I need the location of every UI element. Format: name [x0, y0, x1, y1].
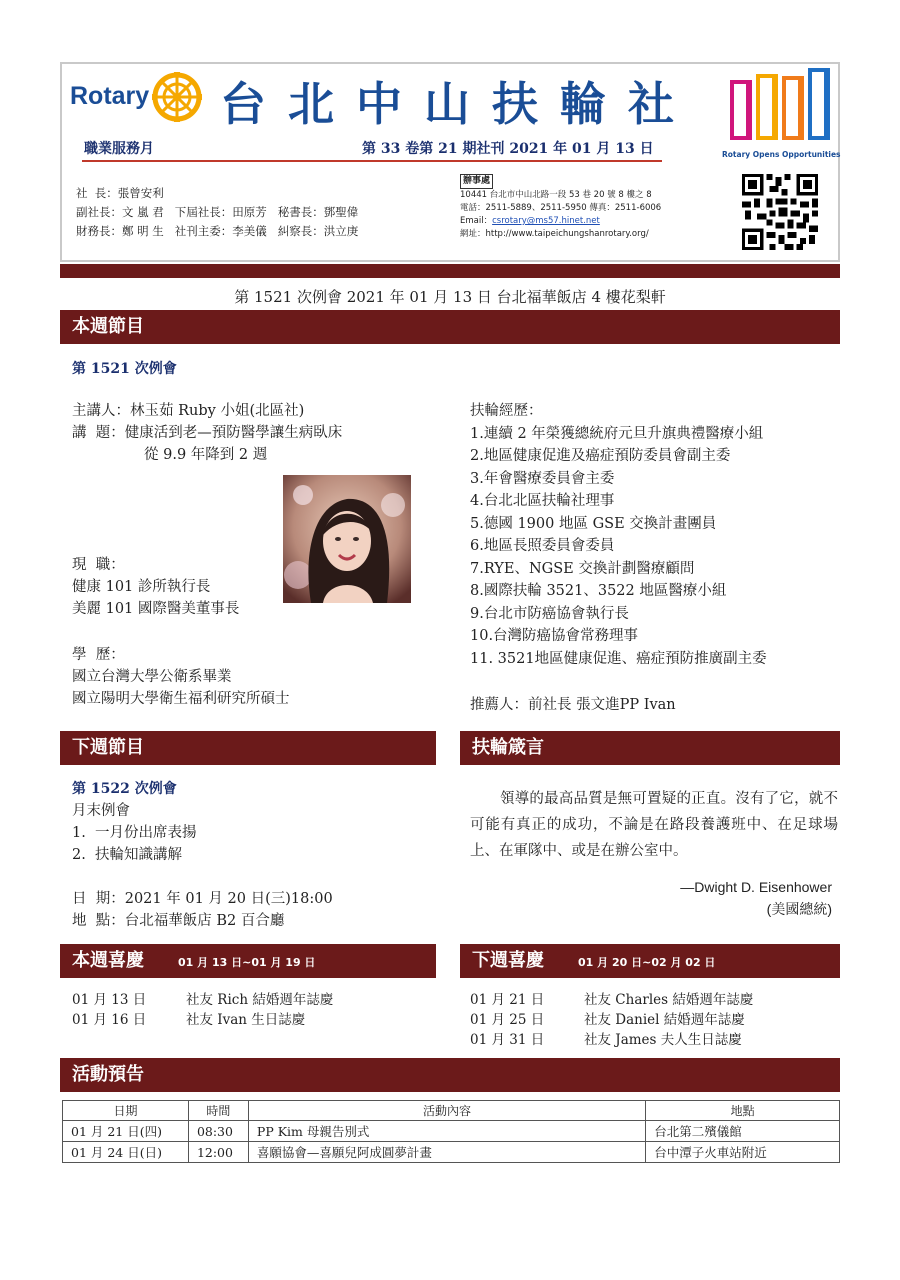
motto-author-block — [470, 876, 832, 920]
next-week-subtitle: 月末例會 — [72, 803, 130, 819]
next-week-details — [72, 888, 333, 932]
rotary-history-item: 8.國際扶輪 3521、3522 地區醫療小組 — [470, 583, 727, 599]
meeting-line: 第 1521 次例會 2021 年 01 月 13 日 台北福華飯店 4 樓花梨軒 — [234, 288, 666, 306]
rotary-history-item: 1.連續 2 年榮獲總統府元旦升旗典禮醫療小組 — [470, 425, 764, 442]
table-row — [63, 1121, 840, 1142]
rotary-history-label: 扶輪經歷： — [470, 403, 543, 419]
rotary-history-item: 5.德國 1900 地區 GSE 交換計畫團員 — [470, 515, 717, 532]
email-link[interactable]: csrotary@ms57.hinet.net — [492, 216, 600, 226]
events-header-place: 地點 — [646, 1101, 840, 1121]
celebrate-next-list — [470, 990, 753, 1050]
this-week-bar-label: 本週節目 — [72, 316, 144, 337]
next-week-block — [72, 800, 197, 866]
next-week-bar — [60, 731, 436, 765]
next-week-item: 1. 一月份出席表揚 — [72, 825, 197, 841]
events-header-row — [63, 1101, 840, 1121]
celebrate-this-bar — [60, 944, 436, 978]
events-bar — [60, 1058, 840, 1092]
rotary-wheel-icon — [152, 72, 202, 122]
officers-line: 財務長：鄭 明 生 社刊主委：李美儀 糾察長：洪立庚 — [76, 224, 359, 238]
event-date: 01 月 24 日(日) — [63, 1142, 189, 1163]
events-header-time: 時間 — [188, 1101, 248, 1121]
event-place: 台中潭子火車站附近 — [646, 1142, 840, 1163]
celebrate-row — [470, 990, 753, 1010]
position-block — [72, 554, 239, 620]
event-content: 喜願協會—喜願兒阿成圓夢計畫 — [248, 1142, 645, 1163]
rotary-history-block — [470, 400, 767, 670]
issue-line: 第 33 卷第 21 期社刊 2021 年 01 月 13 日 — [362, 141, 654, 157]
event-time: 12:00 — [188, 1142, 248, 1163]
event-time: 08:30 — [188, 1121, 248, 1142]
event-date: 01 月 21 日(四) — [63, 1121, 189, 1142]
education-item: 國立台灣大學公衛系畢業 — [72, 669, 232, 685]
this-week-bar — [60, 310, 840, 344]
celebrate-date: 01 月 21 日 — [470, 992, 545, 1008]
rotary-history-item: 2.地區健康促進及癌症預防委員會副主委 — [470, 448, 731, 464]
qr-code-icon[interactable] — [742, 174, 818, 250]
celebrate-this-label: 本週喜慶 — [72, 950, 144, 971]
rotary-history-item: 3.年會醫療委員會主委 — [470, 470, 615, 487]
celebrate-this-range: 01 月 13 日~01 月 19 日 — [178, 956, 316, 969]
motto-bar — [460, 731, 840, 765]
rotary-doors-logo-icon — [728, 66, 832, 146]
office-address: 10441 台北市中山北路一段 53 巷 20 號 8 樓之 8 — [460, 190, 652, 200]
education-label: 學 歷： — [72, 647, 125, 663]
motto-bar-label: 扶輪箴言 — [472, 737, 544, 758]
rotary-history-item: 9.台北市防癌協會執行長 — [470, 605, 629, 622]
event-content: PP Kim 母親告別式 — [248, 1121, 645, 1142]
celebrate-row — [72, 1010, 333, 1030]
celebrate-text: 社友 Ivan 生日誌慶 — [186, 1012, 306, 1028]
speaker: 主講人：林玉茹 Ruby 小姐(北區社) — [72, 403, 305, 419]
masthead — [60, 62, 840, 262]
celebrate-date: 01 月 13 日 — [72, 992, 147, 1008]
next-week-title: 第 1522 次例會 — [72, 781, 177, 797]
celebrate-next-bar — [460, 944, 840, 978]
motto-text: 領導的最高品質是無可置疑的正直。沒有了它，就不可能有真正的成功，不論是在路段養護班中、在足球場上、在軍隊中、或是在辦公室中。 — [470, 791, 838, 859]
rotary-opens-tagline: Rotary Opens Opportunities — [722, 150, 841, 159]
celebrate-text: 社友 Rich 結婚週年誌慶 — [186, 992, 334, 1008]
email-label: Email： — [460, 216, 493, 226]
motto-author: —Dwight D. Eisenhower — [680, 879, 832, 895]
speaker-block — [72, 400, 342, 466]
celebrate-text: 社友 Daniel 結婚週年誌慶 — [584, 1012, 745, 1028]
next-week-date: 日 期：2021 年 01 月 20 日(三)18:00 — [72, 891, 333, 907]
position-label: 現 職： — [72, 557, 125, 573]
celebrate-row — [470, 1030, 753, 1050]
officers-line: 社 長：張曾安利 — [76, 186, 164, 200]
events-header-content: 活動內容 — [248, 1101, 645, 1121]
next-week-item: 2. 扶輪知識講解 — [72, 847, 183, 863]
office-info — [460, 174, 661, 241]
office-phone: 電話：2511-5889、2511-5950 傳真：2511-6006 — [460, 203, 662, 213]
rotary-history-item: 10.台灣防癌協會常務理事 — [470, 628, 639, 644]
events-bar-label: 活動預告 — [72, 1064, 144, 1085]
website[interactable]: 網址：http://www.taipeichungshanrotary.org/ — [460, 229, 649, 239]
celebrate-text: 社友 Charles 結婚週年誌慶 — [584, 992, 754, 1008]
topic-line-1: 講 題：健康活到老—預防醫學讓生病臥床 — [72, 425, 343, 441]
events-table — [62, 1100, 840, 1163]
masthead-bottom-bar — [60, 264, 840, 278]
rotary-history-item: 6.地區長照委員會委員 — [470, 538, 615, 554]
speaker-photo — [283, 475, 411, 603]
celebrate-this-list — [72, 990, 333, 1030]
education-block — [72, 644, 290, 710]
rotary-history-item: 11. 3521地區健康促進、癌症預防推廣副主委 — [470, 650, 767, 667]
next-week-place: 地 點：台北福華飯店 B2 百合廳 — [72, 913, 285, 929]
events-header-date: 日期 — [63, 1101, 189, 1121]
education-item: 國立陽明大學衛生福利研究所碩士 — [72, 691, 290, 707]
position-item: 美麗 101 國際醫美董事長 — [72, 601, 240, 617]
event-place: 台北第二殯儀館 — [646, 1121, 840, 1142]
rotary-wordmark: Rotary — [70, 82, 150, 110]
officers-line: 副社長：文 嵐 君 下屆社長：田原芳 秘書長：鄧聖偉 — [76, 205, 359, 219]
table-row — [63, 1142, 840, 1163]
celebrate-date: 01 月 31 日 — [470, 1032, 545, 1048]
celebrate-row — [470, 1010, 753, 1030]
celebrate-row — [72, 990, 333, 1010]
officers-list — [76, 184, 358, 241]
celebrate-text: 社友 James 夫人生日誌慶 — [584, 1032, 742, 1048]
club-name: 台北中山扶輪社 — [220, 77, 696, 131]
position-item: 健康 101 診所執行長 — [72, 579, 211, 595]
celebrate-date: 01 月 25 日 — [470, 1012, 545, 1028]
next-week-bar-label: 下週節目 — [72, 737, 144, 758]
rotary-history-item: 7.RYE、NGSE 交換計劃醫療顧問 — [470, 560, 695, 577]
this-week-title: 第 1521 次例會 — [72, 361, 177, 377]
celebrate-next-label: 下週喜慶 — [472, 950, 544, 971]
topic-line-2: 從 9.9 年降到 2 週 — [144, 447, 268, 463]
rotary-history-item: 4.台北北區扶輪社理事 — [470, 493, 615, 509]
celebrate-next-range: 01 月 20 日~02 月 02 日 — [578, 956, 716, 969]
celebrate-date: 01 月 16 日 — [72, 1012, 147, 1028]
recommender: 推薦人：前社長 張文進PP Ivan — [470, 697, 676, 713]
office-tag: 辦事處 — [460, 174, 493, 189]
header-rule — [82, 160, 662, 162]
month-theme: 職業服務月 — [84, 141, 154, 157]
motto-author-note: (美國總統) — [766, 901, 832, 917]
